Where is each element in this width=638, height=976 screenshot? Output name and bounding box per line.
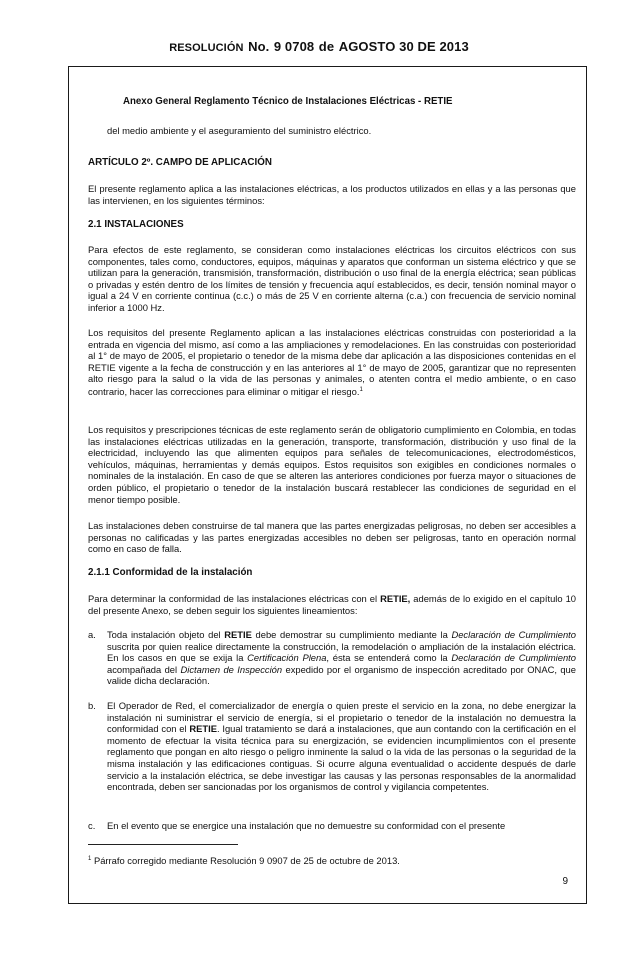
section-2-1-1-intro: Para determinar la conformidad de las instalaciones eléctricas con el RETIE, además de lo exigido en el capítulo 10 del presente Anexo, se deben seguir los siguientes lineamientos: xyxy=(88,593,576,616)
page-number: 9 xyxy=(562,876,568,887)
article-title: ARTÍCULO 2º. CAMPO DE APLICACIÓN xyxy=(88,157,272,168)
section-2-1-paragraph-3: Los requisitos y prescripciones técnicas de este reglamento serán de obligatorio cumplimiento en Colombia, en todas las instalaciones eléctricas utilizadas en la generación, transporte, transformación, distribución y uso final de la electricidad, incluyendo las que alimenten equipos para señales de telecomunicaciones, electrodomésticos, vehículos, máquinas, herramientas y demás equipos. Estos requisitos son exigibles en condiciones normales o nominales de la instalación. En caso de que se alteren las anteriores condiciones por fuerza mayor o situaciones de orden público, el propietario o tenedor de la instalación buscará restablecer las condiciones de seguridad en el menor tiempo posible. xyxy=(88,424,576,505)
section-2-1-paragraph-4: Las instalaciones deben construirse de tal manera que las partes energizadas peligrosas, no deben ser accesibles a personas no calificadas y las partes energizadas accesibles no deben ser peligrosas, tanto en operación normal como en caso de falla. xyxy=(88,520,576,555)
item-c-text: En el evento que se energice una instalación que no demuestre su conformidad con el presente xyxy=(107,820,506,831)
article-text: El presente reglamento aplica a las instalaciones eléctricas, a los productos utilizados en ellas y a las personas que las intervienen, en los siguientes términos: xyxy=(88,183,576,206)
section-2-1-paragraph-2 xyxy=(88,327,576,398)
item-c-letter: c. xyxy=(88,820,96,831)
annex-title: Anexo General Reglamento Técnico de Instalaciones Eléctricas - RETIE xyxy=(123,96,453,107)
resolution-label: RESOLUCIÓN xyxy=(169,42,244,54)
footnote-ref: 1 xyxy=(359,386,363,393)
footnote-number: 1 xyxy=(88,855,92,862)
item-a-letter: a. xyxy=(88,629,96,640)
resolution-number: 9 0708 xyxy=(273,39,315,54)
footnote-text: Párrafo corregido mediante Resolución 9 0907 de 25 de octubre de 2013. xyxy=(93,855,400,866)
retie-bold: RETIE, xyxy=(380,593,411,604)
section-2-1-title: 2.1 INSTALACIONES xyxy=(88,219,184,230)
resolution-de-label: de xyxy=(318,39,335,54)
resolution-no-label: No. xyxy=(248,39,270,54)
section-2-1-paragraph-1: Para efectos de este reglamento, se consideran como instalaciones eléctricas los circuitos eléctricos con sus componentes, tales como, conductores, equipos, máquinas y aparatos que conforman un sistema eléctrico y que se utilizan para la generación, transmisión, transformación, distribución o uso final de la energía eléctrica; sean públicas o privadas y estén dentro de los límites de tensión y frecuencia aquí establecidos, es decir, tensión nominal mayor o igual a 24 V en corriente continua (c.c.) o más de 25 V en corriente alterna (c.a.) con frecuencia de servicio nominal inferior a 1000 Hz. xyxy=(88,244,576,313)
item-b-letter: b. xyxy=(88,700,96,711)
item-b-text: El Operador de Red, el comercializador de energía o quien preste el servicio en la zona, no debe energizar la instalación ni suministrar el servicio de energía, si el propietario o tenedor de la instalación no demuestra la conformidad con el RETIE. Igual tratamiento se dará a instalaciones, que aun contando con la certificación en el momento de efectuar la visita técnica para su energización, se evidencien incumplimientos con el presente reglamento que pongan en alto riesgo o peligro inminente la salud o la vida de las personas o la seguridad de la misma instalación y las edificaciones contiguas. Si ocurre alguna eventualidad o accidente después de darle servicio a la instalación eléctrica, se debe investigar las causas y las personas responsables de la anormalidad encontrada, deben ser sancionadas por los organismos de control y vigilancia competentes. xyxy=(107,700,576,793)
intro-line: del medio ambiente y el aseguramiento del suministro eléctrico. xyxy=(107,125,372,136)
footnote xyxy=(88,855,400,866)
resolution-date: AGOSTO 30 DE 2013 xyxy=(338,39,469,54)
paragraph-2-text: Los requisitos del presente Reglamento aplican a las instalaciones eléctricas construidas con posterioridad a la entrada en vigencia del mismo, así como a las ampliaciones y remodelaciones. En las construidas con posterioridad al 1° de mayo de 2005, el propietario o tenedor de la misma debe dar aplicación a las disposiciones contenidas en el RETIE vigente a la fecha de construcción y en las anteriores al 1° de mayo de 2005, garantizar que no representen alto riesgo para la salud o la vida de las personas y animales, o atenten contra el medio ambiente, o en caso contrario, hacer las correcciones para eliminar o mitigar el riesgo. xyxy=(88,327,576,398)
footnote-rule xyxy=(88,844,238,845)
resolution-header xyxy=(0,38,638,56)
section-2-1-1-title: 2.1.1 Conformidad de la instalación xyxy=(88,567,253,578)
item-a-text: Toda instalación objeto del RETIE debe demostrar su cumplimiento mediante la Declaración de Cumplimiento suscrita por quien realice directamente la construcción, la remodelación o ampliación de la instalación eléctrica. En los casos en que se exija la Certificación Plena, ésta se entenderá como la Declaración de Cumplimiento acompañada del Dictamen de Inspección expedido por el organismo de inspección acreditado por ONAC, que valide dicha declaración. xyxy=(107,629,576,687)
